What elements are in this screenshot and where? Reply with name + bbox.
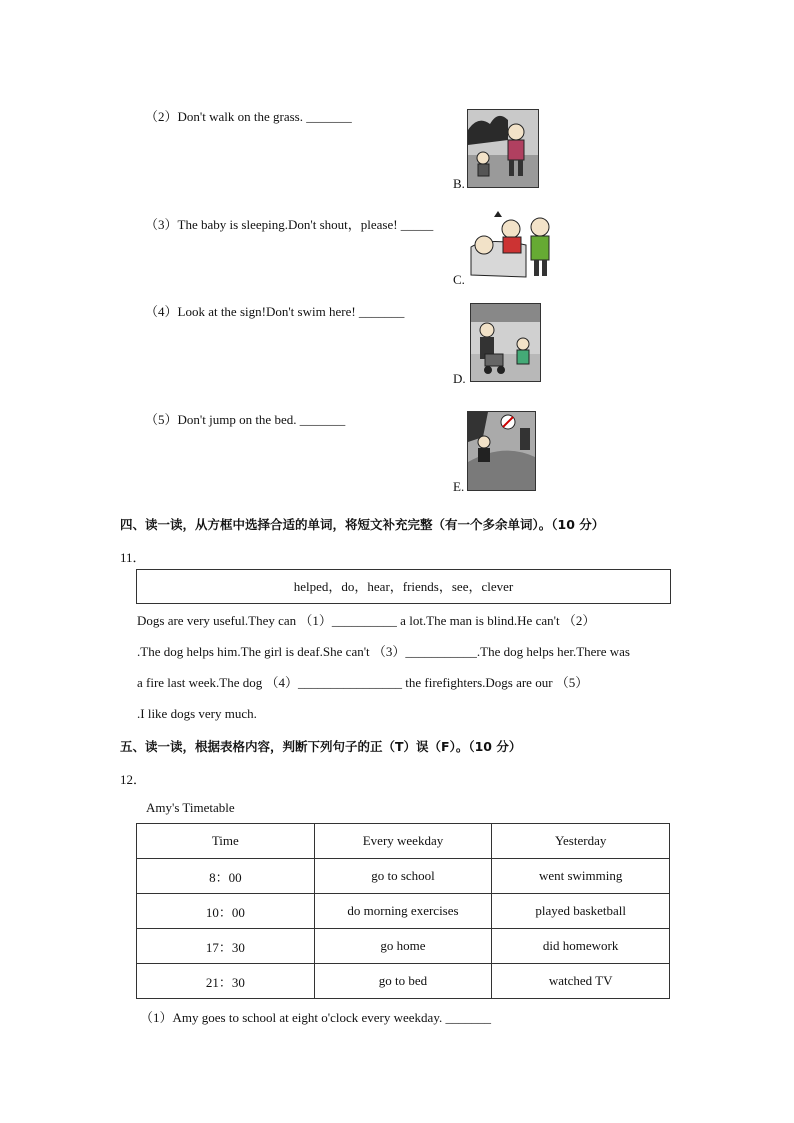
- passage-line: .The dog helps him.The girl is deaf.She can't （3）___________.The dog helps her.There was: [137, 644, 630, 659]
- table-row: [137, 894, 670, 929]
- matching-item-4: （4）Look at the sign!Don't swim here! _______: [145, 304, 405, 319]
- option-label-b: B.: [453, 176, 465, 191]
- column-header: Every weekday: [314, 824, 492, 859]
- table-header-row: [137, 824, 670, 859]
- table-cell: do morning exercises: [314, 894, 492, 929]
- table-cell: played basketball: [492, 894, 670, 929]
- picture-b-grass: [467, 109, 539, 188]
- table-cell: 17：30: [137, 929, 315, 964]
- column-header: Time: [137, 824, 315, 859]
- table-cell: did homework: [492, 929, 670, 964]
- timetable: [136, 823, 670, 999]
- matching-item-5: （5）Don't jump on the bed. _______: [145, 412, 346, 427]
- passage-line: a fire last week.The dog （4）________________ the firefighters.Dogs are our （5）: [137, 675, 589, 690]
- picture-c-baby: [466, 207, 557, 281]
- passage-line: Dogs are very useful.They can （1）__________ a lot.The man is blind.He can't （2）: [137, 613, 596, 628]
- column-header: Yesterday: [492, 824, 670, 859]
- table-cell: go to school: [314, 859, 492, 894]
- picture-d-park: [470, 303, 541, 382]
- matching-item-2: （2）Don't walk on the grass. _______: [145, 109, 352, 124]
- table-title: Amy's Timetable: [146, 800, 235, 815]
- option-label-c: C.: [453, 272, 465, 287]
- table-row: [137, 964, 670, 999]
- table-cell: went swimming: [492, 859, 670, 894]
- table-cell: go home: [314, 929, 492, 964]
- table-row: [137, 929, 670, 964]
- word-bank-box: helped，do，hear，friends，see，clever: [136, 569, 671, 604]
- section-4-heading: 四、读一读，从方框中选择合适的单词，将短文补充完整（有一个多余单词）。（10 分）: [120, 517, 605, 532]
- question-number-12: 12．: [120, 772, 147, 787]
- table-cell: 10：00: [137, 894, 315, 929]
- picture-e-pool-sign: [467, 411, 536, 491]
- table-cell: 21：30: [137, 964, 315, 999]
- passage-line: .I like dogs very much.: [137, 706, 257, 721]
- matching-item-3: （3）The baby is sleeping.Don't shout，please! _____: [145, 217, 434, 232]
- table-cell: go to bed: [314, 964, 492, 999]
- question-12-1: （1）Amy goes to school at eight o'clock every weekday. _______: [140, 1010, 491, 1025]
- question-number-11: 11．: [120, 550, 146, 565]
- table-row: [137, 859, 670, 894]
- option-label-e: E.: [453, 479, 465, 494]
- table-cell: watched TV: [492, 964, 670, 999]
- table-cell: 8：00: [137, 859, 315, 894]
- section-5-heading: 五、读一读，根据表格内容，判断下列句子的正（T）误（F）。（10 分）: [120, 739, 522, 754]
- option-label-d: D.: [453, 371, 466, 386]
